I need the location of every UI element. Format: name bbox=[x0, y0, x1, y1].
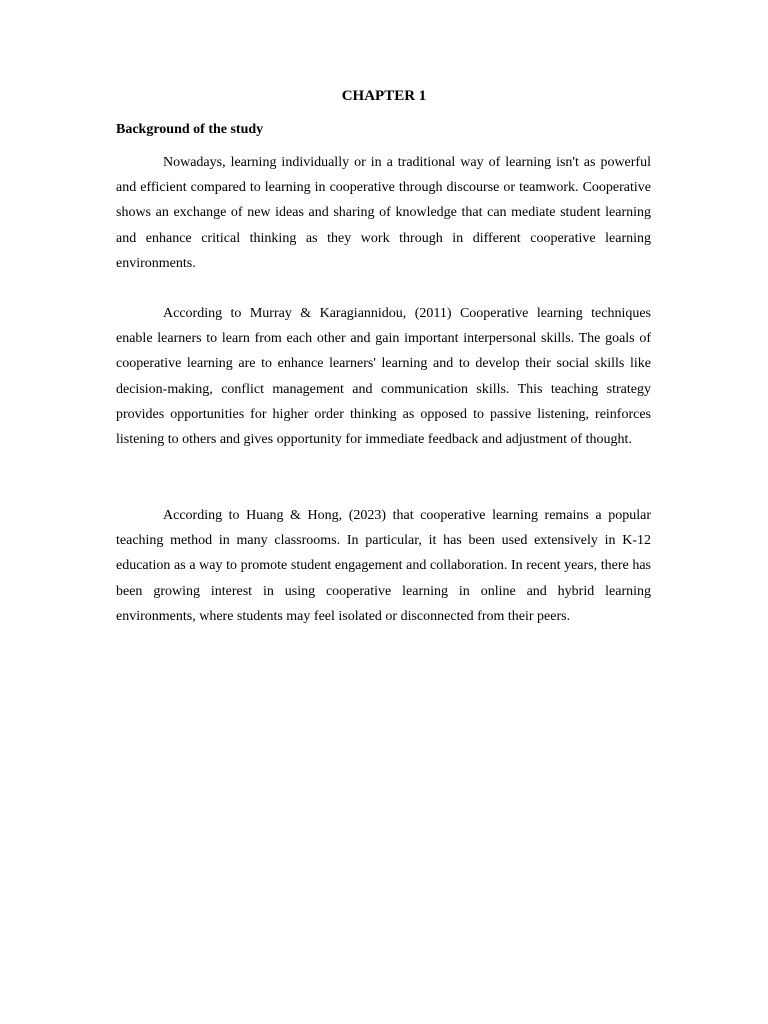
paragraph-1: Nowadays, learning individually or in a traditional way of learning isn't as powerful and efficient compared to learning in cooperative through discourse or teamwork. Cooperative shows an exchange of new ideas and sharing of knowledge that can mediate student learning and enhance critical thinking as they work through in different cooperative learning environments. bbox=[116, 155, 651, 271]
paragraph-3: According to Huang & Hong, (2023) that cooperative learning remains a popular teaching method in many classrooms. In particular, it has been used extensively in K-12 education as a way to promote student engagement and collaboration. In recent years, there has been growing interest in using cooperative learning in online and hybrid learning environments, where students may feel isolated or disconnected from their peers. bbox=[116, 508, 651, 624]
chapter-title: CHAPTER 1 bbox=[341, 88, 427, 104]
section-heading: Background of the study bbox=[116, 122, 264, 137]
paragraph-2: According to Murray & Karagiannidou, (2011) Cooperative learning techniques enable learners to learn from each other and gain important interpersonal skills. The goals of cooperative learning are to enhance learners' learning and to develop their social skills like decision-making, conflict management and communication skills. This teaching strategy provides opportunities for higher order thinking as opposed to passive listening, reinforces listening to others and gives opportunity for immediate feedback and adjustment of thought. bbox=[116, 306, 651, 448]
